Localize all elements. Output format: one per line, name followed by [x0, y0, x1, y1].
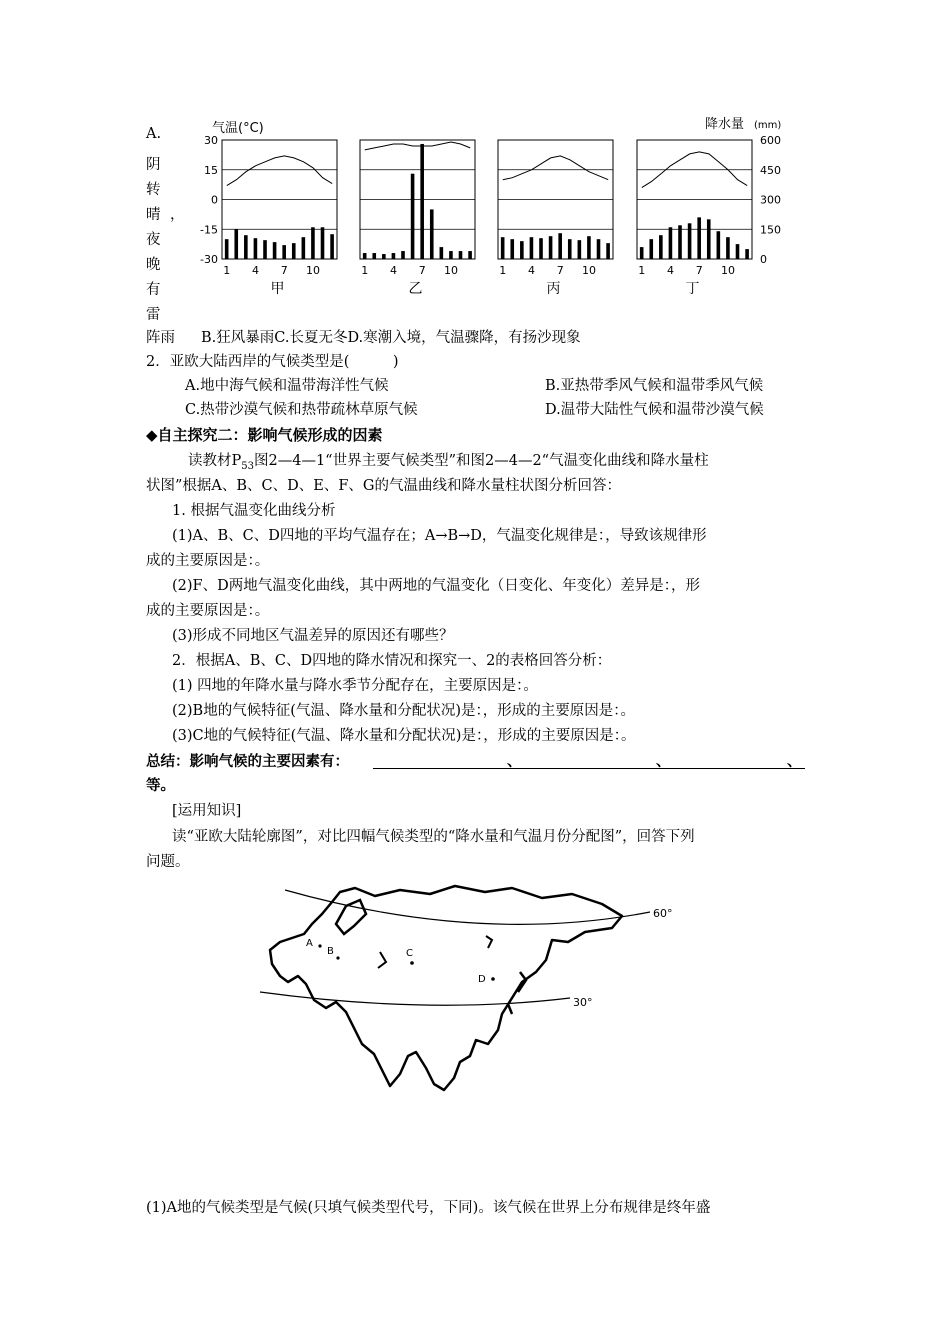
temp-axis-title: 气温(°C): [212, 121, 264, 136]
latitude-30-line: [260, 992, 570, 1005]
precipitation-bar: [530, 237, 534, 259]
precipitation-bar: [597, 239, 601, 259]
precipitation-bar: [736, 244, 740, 259]
part-1-q2-cont: 成的主要原因是：。: [146, 603, 270, 619]
precipitation-bar: [292, 243, 296, 259]
summary-sep: 、: [507, 754, 522, 770]
temp-tick-label: -30: [200, 253, 218, 266]
precipitation-bar: [263, 240, 267, 259]
option-a-char: 阴: [146, 157, 161, 173]
question-2-option-c: C.热带沙漠气候和热带疏林草原气候: [185, 402, 418, 418]
question-2-option-d: D.温带大陆性气候和温带沙漠气候: [545, 402, 764, 418]
precipitation-bar: [688, 223, 692, 259]
precipitation-bar: [568, 239, 572, 259]
precipitation-bar: [659, 235, 663, 259]
map-point-c-label: C: [406, 948, 413, 959]
chart-name-label: 乙: [408, 281, 423, 297]
precipitation-bar: [321, 227, 325, 259]
month-tick-label: 1: [361, 264, 369, 277]
precipitation-bar: [649, 239, 653, 259]
precipitation-bar: [640, 247, 644, 259]
month-tick-label: 1: [223, 264, 231, 277]
precip-axis-unit: (mm): [754, 120, 782, 131]
question-2-stem: 2．亚欧大陆西岸的气候类型是( ): [146, 354, 399, 370]
part-2-q2: (2)B地的气候特征(气温、降水量和分配状况)是：，形成的主要原因是：。: [172, 703, 636, 719]
precipitation-bar: [558, 233, 562, 259]
temp-tick-label: 30: [204, 134, 218, 147]
part-1-q3: (3)形成不同地区气温差异的原因还有哪些？: [172, 628, 454, 644]
precipitation-bar: [449, 251, 453, 259]
summary-sep: 、: [656, 754, 671, 770]
precipitation-bar: [745, 249, 749, 259]
part-1-q1: (1)A、B、C、D四地的平均气温存在；A→B→D，气温变化规律是：，导致该规律形: [172, 528, 707, 544]
section-intro: [188, 451, 709, 477]
precipitation-bar: [549, 236, 553, 259]
map-point-a-label: A: [306, 938, 313, 949]
precipitation-bar: [363, 253, 367, 259]
option-a-char: 晴: [146, 207, 161, 223]
eurasia-outline-map: [250, 880, 710, 1105]
map-point-a: [318, 944, 321, 947]
part-1-q1-cont: 成的主要原因是：。: [146, 553, 270, 569]
island-outline: [378, 936, 492, 968]
precip-tick-label: 0: [760, 253, 767, 266]
climate-charts: [0, 100, 950, 300]
intro-page-sub: 53: [241, 460, 254, 472]
precip-axis-title: 降水量: [705, 117, 745, 132]
intro-text: 读教材P: [188, 453, 242, 469]
map-point-c: [410, 961, 414, 965]
month-tick-label: 7: [556, 264, 564, 277]
options-b-d: B.狂风暴雨C.长夏无冬D.寒潮入境，气温骤降，有扬沙现象: [201, 330, 581, 346]
precipitation-bar: [697, 217, 701, 259]
part-2-q1: (1) 四地的年降水量与降水季节分配存在，主要原因是：。: [172, 678, 538, 694]
apply-line-2: 问题。: [146, 854, 190, 870]
precipitation-bar: [311, 227, 315, 259]
latitude-30-label: 30°: [573, 996, 593, 1009]
precipitation-bar: [678, 225, 682, 259]
precip-tick-label: 600: [760, 134, 781, 147]
precipitation-bar: [578, 240, 582, 259]
precipitation-bar: [430, 209, 434, 259]
part-1-heading: 1. 根据气温变化曲线分析: [172, 503, 336, 519]
precipitation-bar: [420, 144, 424, 259]
precipitation-bar: [273, 242, 277, 259]
map-point-b: [336, 956, 339, 959]
intro-text: 图2—4—1“世界主要气候类型”和图2—4—2“气温变化曲线和降水量柱: [254, 453, 709, 469]
month-tick-label: 10: [444, 264, 459, 277]
question-2-option-b: B.亚热带季风气候和温带季风气候: [545, 378, 764, 394]
summary-label: 总结：影响气候的主要因素有：: [146, 754, 349, 770]
map-point-d: [491, 977, 495, 981]
precipitation-bar: [510, 239, 514, 259]
precipitation-bar: [520, 241, 524, 259]
month-tick-label: 4: [390, 264, 398, 277]
precipitation-bar: [330, 234, 334, 259]
option-a-char: ，: [170, 207, 185, 223]
temperature-curve: [503, 156, 608, 180]
summary-end: 等。: [146, 778, 175, 794]
temp-tick-label: 15: [204, 163, 218, 177]
month-tick-label: 7: [280, 264, 288, 277]
temp-tick-label: -15: [200, 223, 218, 237]
precipitation-bar: [372, 253, 376, 259]
precip-tick-label: 450: [760, 163, 781, 177]
option-a-char: 有: [146, 282, 161, 298]
precipitation-bar: [707, 219, 711, 259]
map-point-b-label: B: [327, 946, 334, 957]
option-line: [146, 328, 581, 348]
precipitation-bar: [302, 237, 306, 259]
precipitation-bar: [244, 235, 248, 259]
question-2-option-a: A.地中海气候和温带海洋性气候: [185, 378, 389, 394]
precipitation-bar: [726, 237, 730, 259]
apply-line-1: 读“亚欧大陆轮廓图”，对比四幅气候类型的“降水量和气温月份分配图”，回答下列: [172, 829, 695, 845]
section-title: ◆自主探究二：影响气候形成的因素: [146, 426, 383, 444]
temp-tick-label: 0: [211, 193, 218, 207]
section-intro-2: 状图”根据A、B、C、D、E、F、G的气温曲线和降水量柱状图分析回答：: [146, 478, 621, 494]
precipitation-bar: [282, 245, 286, 259]
japan-outline: [508, 972, 526, 1014]
chart-name-label: 丁: [685, 281, 700, 297]
precipitation-bar: [501, 237, 505, 259]
precipitation-bar: [254, 238, 258, 259]
option-a-char: 夜: [146, 232, 161, 248]
precipitation-bar: [401, 251, 405, 259]
precip-tick-label: 150: [760, 223, 781, 237]
precipitation-bar: [669, 227, 673, 259]
month-tick-label: 10: [582, 264, 597, 277]
precip-tick-label: 300: [760, 193, 781, 207]
part-2-q3: (3)C地的气候特征(气温、降水量和分配状况)是：，形成的主要原因是：。: [172, 728, 636, 744]
latitude-60-label: 60°: [653, 907, 673, 920]
precipitation-bar: [440, 247, 444, 259]
map-point-d-label: D: [478, 974, 486, 985]
precipitation-bar: [717, 231, 721, 259]
month-tick-label: 7: [418, 264, 426, 277]
precipitation-bar: [468, 251, 472, 259]
precipitation-bar: [234, 229, 238, 259]
month-tick-label: 7: [695, 264, 703, 277]
option-a-char: 晚: [146, 257, 161, 273]
option-a-char: 雷: [146, 307, 161, 323]
month-tick-label: 4: [667, 264, 675, 277]
precipitation-bar: [392, 253, 396, 259]
summary-sep: 、: [787, 754, 802, 770]
question-1-line: (1)A地的气候类型是气候(只填气候类型代号，下同)。该气候在世界上分布规律是终年盛: [146, 1200, 711, 1216]
precipitation-bar: [411, 174, 415, 259]
month-tick-label: 4: [252, 264, 260, 277]
option-a-tail: 阵雨: [146, 330, 175, 346]
precipitation-bar: [539, 238, 543, 259]
month-tick-label: 10: [306, 264, 321, 277]
summary-blank-line: [373, 768, 805, 769]
continent-outline: [270, 886, 622, 1090]
month-tick-label: 10: [721, 264, 736, 277]
part-2-heading: 2．根据A、B、C、D四地的降水情况和探究一、2的表格回答分析：: [172, 653, 612, 669]
precipitation-bar: [587, 236, 591, 259]
precipitation-bar: [459, 251, 463, 259]
temperature-curve: [365, 142, 470, 150]
precipitation-bar: [382, 254, 386, 259]
precipitation-bar: [606, 243, 610, 259]
month-tick-label: 4: [528, 264, 536, 277]
part-1-q2: (2)F、D两地气温变化曲线，其中两地的气温变化（日变化、年变化）差异是：，形: [172, 578, 700, 594]
option-a-char: 转: [146, 182, 161, 198]
apply-heading: [运用知识]: [172, 803, 242, 819]
chart-name-label: 甲: [270, 281, 285, 297]
scandinavia-outline: [336, 900, 366, 934]
month-tick-label: 1: [638, 264, 646, 277]
precipitation-bar: [225, 239, 229, 259]
month-tick-label: 1: [499, 264, 507, 277]
chart-name-label: 丙: [546, 281, 561, 297]
option-a-label: A.: [146, 126, 162, 142]
temperature-curve: [227, 156, 332, 186]
